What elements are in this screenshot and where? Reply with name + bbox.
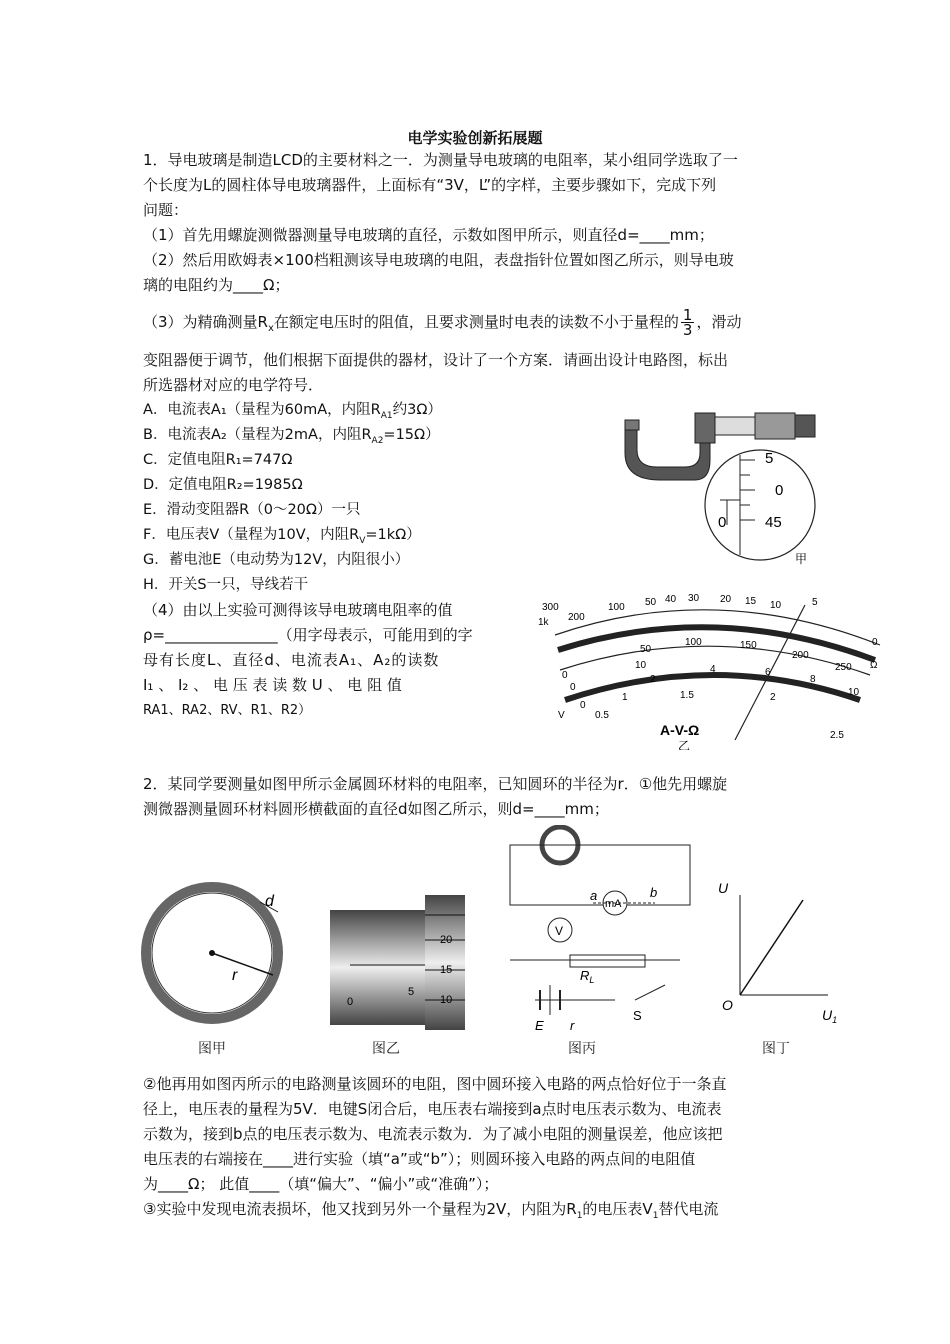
q2-part-2-line-4: 电压表的右端接在____进行实验（填“a”或“b”）；则圆环接入电路的两点间的电阻值 — [143, 1150, 696, 1168]
micrometer-label-0: 0 — [775, 482, 784, 499]
mid-tick-6: 6 — [765, 667, 771, 678]
ohm-tick-10: 10 — [770, 600, 782, 611]
q1-part-3-sub-x: x — [267, 323, 274, 334]
micrometer-label-main-0: 0 — [718, 514, 727, 531]
micrometer-ratchet — [795, 415, 815, 437]
figure-caption-yi: 乙 — [678, 739, 691, 750]
ohm-tick-300: 300 — [542, 602, 559, 613]
fraction-numerator: 1 — [682, 306, 693, 324]
unit-v: V — [558, 710, 565, 721]
option-b-text: B．电流表A₂（量程为2mA，内阻R — [143, 427, 372, 443]
q1-part-2-line-1: （2）然后用欧姆表×100档粗测该导电玻璃的电阻，表盘指针位置如图乙所示，则导电玻 — [143, 251, 734, 269]
caption-fig-bing: 图丙 — [568, 1041, 596, 1057]
ohm-tick-200: 200 — [568, 612, 585, 623]
ac-scale-band — [565, 675, 860, 700]
internal-r-label: r — [570, 1018, 575, 1033]
switch-label: S — [633, 1008, 642, 1023]
q2-part-3-text-a: ③实验中发现电流表损坏，他又找到另外一个量程为2V，内阻为R — [143, 1200, 577, 1218]
mid-tick-2: 2 — [650, 674, 656, 685]
micrometer-zoom-circle — [705, 450, 815, 560]
q2-part-3-sub-2: 1 — [652, 1211, 659, 1221]
mid-tick-0: 0 — [570, 682, 576, 693]
ac-tick-2-5: 2.5 — [830, 730, 844, 741]
q1-part-4-line-3: 母有长度L、直径d、电流表A₁、A₂的读数 — [143, 651, 440, 669]
mid-tick-10b: 10 — [848, 687, 860, 698]
multimeter-figure-yi — [530, 590, 890, 750]
diameter-label: d — [265, 893, 274, 910]
graph-origin-label: O — [722, 997, 733, 1013]
dc-tick-50: 50 — [640, 644, 652, 655]
ohm-scale-band — [558, 627, 875, 660]
mid-tick-4: 4 — [710, 664, 716, 675]
micrometer-lock — [695, 413, 715, 443]
q1-part-4-line-5-r: R — [143, 703, 152, 718]
option-a-end: 约3Ω） — [392, 402, 442, 418]
q1-part-1: （1）首先用螺旋测微器测量导电玻璃的直径，示数如图甲所示，则直径d=____mm； — [143, 226, 714, 244]
q1-stem-line-3: 问题： — [143, 201, 189, 219]
caption-fig-ding: 图丁 — [762, 1041, 790, 1057]
ohm-tick-50: 50 — [645, 597, 657, 608]
q1-part-3-line-1 — [143, 308, 808, 341]
option-h: H．开关S一只，导线若干 — [143, 577, 309, 593]
option-e: E．滑动变阻器R（0～20Ω）一只 — [143, 502, 361, 518]
graph-y-label: U — [718, 880, 729, 896]
option-f-text: F．电压表V（量程为10V，内阻R — [143, 527, 360, 543]
figure-caption-jia: 甲 — [795, 552, 808, 565]
q1-part-4-line-1: （4）由以上实验可测得该导电玻璃电阻率的值 — [143, 601, 453, 619]
micrometer-2-label-20: 20 — [440, 934, 453, 946]
dc-tick-200: 200 — [792, 650, 809, 661]
option-g: G．蓄电池E（电动势为12V，内阻很小） — [143, 552, 410, 568]
switch-blade — [635, 985, 665, 1000]
micrometer-2-label-15: 15 — [440, 964, 453, 976]
rheostat-label: $R_L$ — [580, 968, 595, 985]
rheostat — [570, 955, 645, 967]
option-b-end: =15Ω） — [383, 427, 440, 443]
dc-tick-150: 150 — [740, 640, 757, 651]
option-b-sub: A2 — [371, 435, 384, 446]
q2-part-2-line-1: ②他再用如图丙所示的电路测量该圆环的电阻，图中圆环接入电路的两点恰好位于一条直 — [143, 1075, 727, 1093]
circuit-figure — [505, 825, 695, 1035]
dc-tick-100: 100 — [685, 637, 702, 648]
option-f-sub: V — [359, 535, 366, 546]
ac-tick-0: 0 — [580, 700, 586, 711]
option-d: D．定值电阻R₂=1985Ω — [143, 477, 303, 493]
q2-part-2-line-2: 径上，电压表的量程为5V．电键S闭合后，电压表右端接到a点时电压表示数为、电流表 — [143, 1100, 722, 1118]
q1-part-3-line-3: 所选器材对应的电学符号． — [143, 376, 324, 394]
caption-fig-jia: 图甲 — [198, 1041, 226, 1057]
fraction-one-third — [681, 308, 695, 337]
ohm-tick-100: 100 — [608, 602, 625, 613]
micrometer-thimble — [755, 413, 795, 439]
micrometer-sleeve-2 — [330, 910, 425, 1025]
q2-stem-line-1: 2．某同学要测量如图甲所示金属圆环材料的电阻率，已知圆环的半径为r．①他先用螺旋 — [143, 775, 728, 793]
micrometer-2-label-0: 0 — [347, 996, 354, 1008]
q2-stem-line-2: 测微器测量圆环材料圆形横截面的直径d如图乙所示，则d=____mm； — [143, 800, 609, 818]
q2-part-3-text-c: 替代电流 — [658, 1200, 719, 1218]
radius-label: r — [232, 967, 238, 984]
milliammeter-label: mA — [605, 898, 622, 910]
option-f-end: =1kΩ） — [365, 527, 421, 543]
mid-tick-8: 8 — [810, 674, 816, 685]
ohm-tick-0: 0 — [872, 637, 878, 648]
q1-part-4-line-2: ρ=_______________（用字母表示，可能用到的字 — [143, 626, 473, 644]
micrometer-figure-2 — [330, 895, 465, 1030]
ohm-tick-20: 20 — [720, 594, 732, 605]
q2-part-3-text-b: 的电压表V — [582, 1200, 653, 1218]
q2-part-3-sub-1: 1 — [576, 1211, 583, 1221]
fraction-denominator: 3 — [682, 321, 693, 339]
micrometer-label-45: 45 — [765, 514, 782, 531]
micrometer-anvil — [625, 420, 639, 430]
graph-x-label: $U_1$ — [822, 1007, 838, 1025]
multimeter-brand: A-V-Ω — [660, 722, 700, 738]
point-b-label: b — [650, 885, 658, 900]
q1-stem-line-2: 个长度为L的圆柱体导电玻璃器件，上面标有“3V，L”的字样，主要步骤如下，完成下列 — [143, 176, 717, 194]
ac-tick-1-5: 1.5 — [680, 690, 694, 701]
ohm-tick-40: 40 — [665, 594, 677, 605]
micrometer-figure-jia — [615, 405, 825, 565]
ring-figure — [140, 880, 300, 1030]
q2-part-2-line-5: 为____Ω； 此值____（填“偏大”、“偏小”或“准确”）； — [143, 1175, 499, 1193]
q1-part-4-line-4: I₁ 、 I₂ 、 电 压 表 读 数 U 、 电 阻 值 — [143, 676, 402, 694]
micrometer-2-label-5: 5 — [408, 986, 415, 998]
u-u1-graph — [718, 875, 848, 1030]
ac-tick-2: 2 — [770, 692, 776, 703]
option-a-text: A．电流表A₁（量程为60mA，内阻R — [143, 402, 381, 418]
option-c: C．定值电阻R₁=747Ω — [143, 452, 293, 468]
q1-part-3-line-2: 变阻器便于调节，他们根据下面提供的器材，设计了一个方案．请画出设计电路图，标出 — [143, 351, 729, 369]
page-title: 电学实验创新拓展题 — [407, 129, 543, 147]
unit-ohm: Ω — [870, 660, 878, 671]
ohm-tick-5: 5 — [812, 597, 818, 608]
graph-line — [740, 900, 803, 995]
q1-part-4-line-5-rest: A1、RA2、RV、R1、R2） — [151, 703, 312, 718]
caption-fig-yi: 图乙 — [372, 1041, 400, 1057]
q1-part-3-text-a: （3）为精确测量R — [143, 313, 268, 331]
option-a-sub: A1 — [380, 410, 393, 421]
q1-stem-line-1: 1．导电玻璃是制造LCD的主要材料之一．为测量导电玻璃的电阻率，某小组同学选取了一 — [143, 151, 738, 169]
circuit-wire-top — [510, 845, 690, 905]
q2-part-3-line-1 — [143, 1197, 808, 1229]
micrometer-sleeve — [715, 417, 755, 435]
ohm-tick-1k: 1k — [538, 617, 549, 628]
mid-tick-10: 10 — [635, 660, 647, 671]
emf-label: E — [535, 1018, 544, 1033]
ac-tick-1: 1 — [622, 692, 628, 703]
q1-part-4-line-5 — [143, 698, 518, 723]
voltmeter-label: V — [555, 924, 564, 938]
q1-part-2-line-2: 璃的电阻约为____Ω； — [143, 276, 290, 294]
point-a-label: a — [590, 888, 598, 903]
q1-part-3-text-b: 在额定电压时的阻值，且要求测量时电表的读数不小于量程的 — [273, 313, 679, 331]
q1-part-3-text-c: ，滑动 — [696, 313, 742, 331]
ohm-tick-30: 30 — [688, 593, 700, 604]
q2-part-2-line-3: 示数为，接到b点的电压表示数为、电流表示数为．为了减小电阻的测量误差，他应该把 — [143, 1125, 723, 1143]
dc-tick-250: 250 — [835, 662, 852, 673]
micrometer-label-5: 5 — [765, 450, 774, 467]
ac-tick-0-5: 0.5 — [595, 710, 609, 721]
micrometer-2-label-10: 10 — [440, 994, 453, 1006]
ohm-tick-15: 15 — [745, 596, 757, 607]
dc-tick-0: 0 — [562, 670, 568, 681]
